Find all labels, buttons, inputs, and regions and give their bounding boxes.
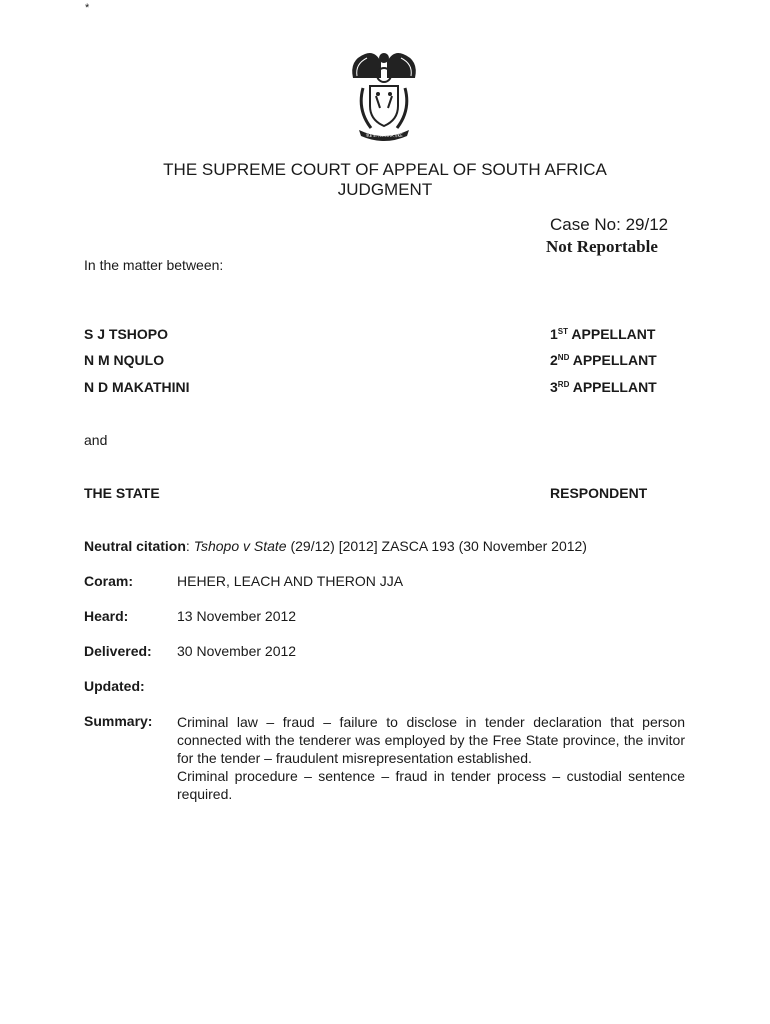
summary-label: Summary: bbox=[84, 713, 153, 729]
appellant-1-role: 1ST APPELLANT bbox=[550, 326, 656, 342]
neutral-citation: Neutral citation: Tshopo v State (29/12) [2012] ZASCA 193 (30 November 2012) bbox=[84, 538, 587, 554]
neutral-citation-label: Neutral citation bbox=[84, 538, 186, 554]
case-number: Case No: 29/12 bbox=[550, 215, 669, 234]
appellant-2-name: N M NQULO bbox=[84, 352, 165, 368]
svg-text:!KE E: /XARRA //KE: !KE E: /XARRA //KE bbox=[365, 133, 403, 138]
and-separator: and bbox=[84, 432, 108, 448]
appellant-2-role: 2ND APPELLANT bbox=[550, 352, 657, 368]
summary-paragraph-1: Criminal law – fraud – failure to disclose in tender declaration that person connected with the tenderer was employed by the Free State province, the invitor for the tender – fraudulent misrepresentation established. bbox=[177, 714, 685, 766]
delivered-label: Delivered: bbox=[84, 643, 152, 659]
court-title: THE SUPREME COURT OF APPEAL OF SOUTH AFRICA bbox=[163, 160, 607, 179]
summary-text bbox=[177, 713, 685, 803]
stray-mark: * bbox=[85, 2, 90, 14]
updated-label: Updated: bbox=[84, 678, 145, 694]
case-name: Tshopo v State bbox=[193, 538, 287, 554]
coat-of-arms-seal bbox=[345, 48, 423, 144]
heard-value: 13 November 2012 bbox=[177, 608, 297, 624]
coram-label: Coram: bbox=[84, 573, 134, 589]
reportable-status: Not Reportable bbox=[546, 237, 658, 256]
delivered-value: 30 November 2012 bbox=[177, 643, 297, 659]
appellant-3-role: 3RD APPELLANT bbox=[550, 379, 657, 395]
appellant-1-name: S J TSHOPO bbox=[84, 326, 169, 342]
respondent-role: RESPONDENT bbox=[550, 485, 648, 501]
heard-label: Heard: bbox=[84, 608, 129, 624]
coram-value: HEHER, LEACH AND THERON JJA bbox=[177, 573, 404, 589]
respondent-name: THE STATE bbox=[84, 485, 160, 501]
appellant-3-name: N D MAKATHINI bbox=[84, 379, 190, 395]
document-type: JUDGMENT bbox=[337, 180, 433, 199]
matter-intro: In the matter between: bbox=[84, 257, 224, 273]
summary-paragraph-2: Criminal procedure – sentence – fraud in tender process – custodial sentence required. bbox=[177, 768, 685, 802]
